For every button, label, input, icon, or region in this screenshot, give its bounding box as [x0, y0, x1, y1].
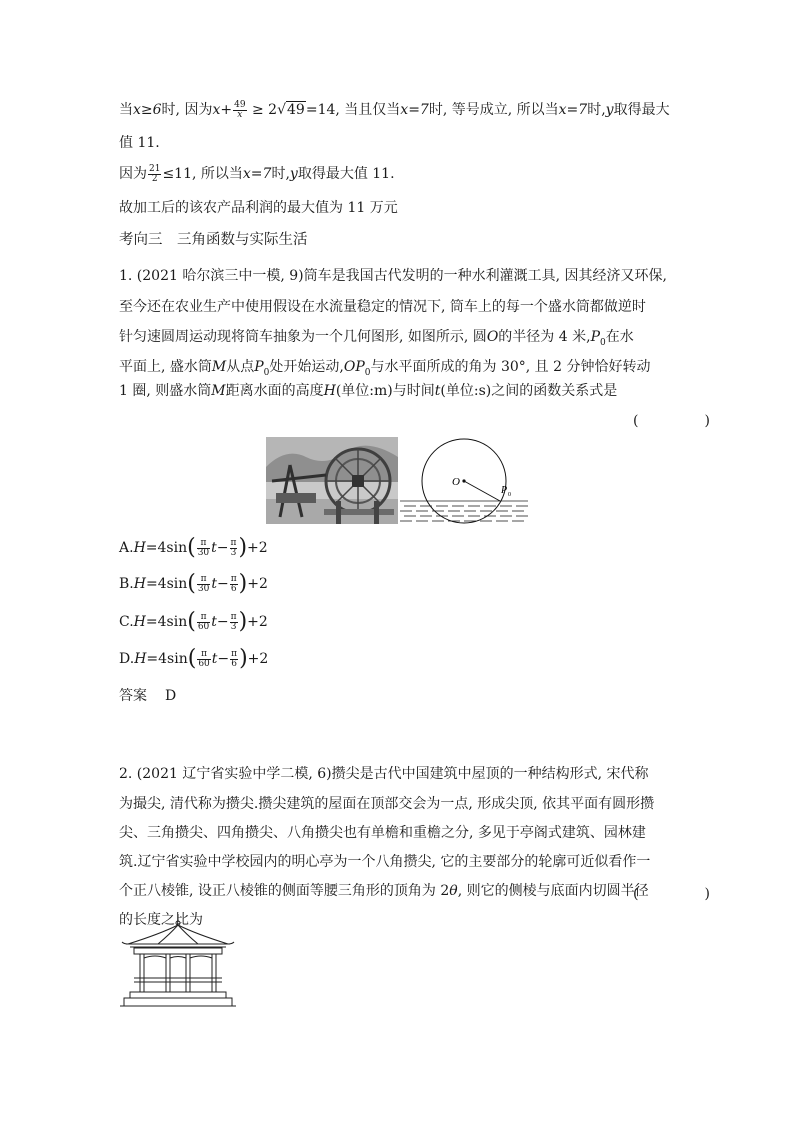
sqrt-value: 49	[287, 102, 305, 118]
pavilion-illustration	[120, 912, 236, 1010]
math: y	[289, 166, 298, 182]
math: −	[216, 614, 229, 630]
paren-close: )	[238, 571, 248, 596]
fraction-numerator: 21	[149, 163, 161, 174]
fraction	[230, 539, 238, 558]
fraction-denominator: x	[237, 109, 243, 120]
math: M	[211, 359, 227, 375]
wheel-diagram-svg	[400, 437, 530, 524]
water-wheel-photo-svg	[266, 437, 398, 524]
option-letter: C.	[119, 614, 134, 630]
text: 平面上, 盛水筒	[119, 359, 212, 375]
answer-label: 答案	[119, 688, 147, 704]
label-p-sub: 0	[508, 492, 511, 498]
q1-line-1: 1. (2021 哈尔滨三中一模, 9)筒车是我国古代发明的一种水利灌溉工具, 因其经济又环保,	[119, 268, 667, 284]
fraction-denominator: 30	[197, 583, 210, 594]
fraction-denominator: 6	[230, 583, 237, 594]
paren-open: (	[187, 535, 196, 560]
wheel-diagram	[400, 437, 530, 524]
math: t	[434, 383, 441, 399]
text: 取得最大值 11.	[297, 166, 395, 182]
text: 与水平面所成的角为 30°, 且 2 分钟恰好转动	[370, 359, 651, 375]
math: x≥6	[133, 102, 162, 118]
text: 当	[119, 102, 133, 118]
math: =4sin	[145, 540, 188, 556]
text: 因为	[119, 166, 147, 182]
q2-line-6: 的长度之比为	[119, 912, 203, 928]
q1-answer	[119, 686, 176, 706]
q2-line-3: 尖、三角攒尖、四角攒尖、八角攒尖也有单檐和重檐之分, 多见于亭阁式建筑、园林建	[119, 825, 646, 841]
q2-line-4: 筑.辽宁省实验中学校园内的明心亭为一个八角攒尖, 它的主要部分的轮廓可近似看作一	[119, 854, 651, 870]
text: 距离水面的高度	[225, 383, 324, 399]
fraction	[230, 650, 238, 669]
solution-line-3	[119, 164, 395, 184]
label-p: P	[501, 485, 508, 496]
math: −	[216, 540, 229, 556]
answer-value: D	[165, 688, 177, 704]
math: =4sin	[145, 614, 188, 630]
fraction-numerator: 49	[234, 99, 246, 110]
fraction-denominator: 30	[197, 547, 210, 558]
paren-close: )	[238, 609, 248, 634]
q2-line-2: 为撮尖, 清代称为攒尖.攒尖建筑的屋面在顶部交会为一点, 形成尖顶, 依其平面有圆形攒	[119, 796, 655, 812]
text: 处开始运动,	[269, 359, 344, 375]
fraction	[197, 650, 210, 669]
fraction	[148, 165, 161, 184]
math: H	[133, 614, 146, 630]
math: t	[211, 576, 217, 592]
fraction-numerator: π	[230, 537, 237, 548]
solution-line-2: 值 11.	[119, 135, 160, 151]
text: 的半径为 4 米,	[498, 329, 591, 345]
fraction	[197, 575, 210, 594]
paren-open: (	[187, 609, 196, 634]
q1-answer-paren: ( )	[633, 413, 736, 429]
math: −	[217, 651, 230, 667]
text: 在水	[605, 329, 634, 345]
math: =4sin	[146, 651, 188, 667]
math: x=7	[400, 102, 429, 118]
fraction-numerator: π	[231, 648, 238, 659]
subscript: 0	[263, 367, 270, 378]
label-o: O	[452, 476, 460, 488]
math: H	[133, 540, 146, 556]
text: 从点	[226, 359, 255, 375]
text: 针匀速圆周运动现将筒车抽象为一个几何图形, 如图所示, 圆	[119, 329, 487, 345]
paren-open: (	[187, 646, 197, 671]
math: −	[216, 576, 229, 592]
option-letter: A.	[119, 540, 134, 556]
math: t	[211, 614, 217, 630]
math: t	[211, 540, 217, 556]
math: P	[254, 359, 264, 375]
fraction-numerator: π	[197, 575, 210, 585]
fraction	[197, 539, 210, 558]
text: 1 圈, 则盛水筒	[119, 383, 212, 399]
fraction-denominator: 3	[230, 621, 237, 632]
solution-line-1	[119, 100, 670, 120]
math: x+	[212, 102, 233, 118]
option-c	[119, 609, 268, 634]
fraction	[230, 575, 238, 594]
text: 取得最大	[613, 102, 670, 118]
math: ≥ 2	[247, 102, 278, 118]
q1-line-3	[119, 327, 634, 353]
math: θ	[449, 883, 458, 899]
paren-close: )	[239, 646, 248, 671]
math: H	[323, 383, 336, 399]
q1-line-5	[119, 381, 617, 401]
math: x=7	[242, 166, 272, 182]
option-letter: D.	[119, 651, 135, 667]
fraction	[230, 613, 238, 632]
q2-answer-paren: ( )	[633, 886, 736, 902]
text: =14, 当且仅当	[305, 102, 401, 118]
math: +2	[247, 614, 268, 630]
math: P	[590, 329, 600, 345]
fraction-numerator: π	[230, 611, 237, 622]
math: +2	[247, 651, 269, 667]
q2-line-1: 2. (2021 辽宁省实验中学二模, 6)攒尖是古代中国建筑中屋顶的一种结构形式, 宋代称	[119, 766, 649, 782]
q1-line-2: 至今还在农业生产中使用假设在水流量稳定的情况下, 筒车上的每一个盛水筒都做逆时	[119, 299, 646, 315]
text: ≤11, 所以当	[162, 166, 243, 182]
solution-line-4: 故加工后的该农产品利润的最大值为 11 万元	[119, 200, 398, 216]
pavilion-svg	[120, 912, 236, 1010]
q2-line-5	[119, 881, 649, 901]
text: 时,	[271, 166, 290, 182]
math: OP	[343, 359, 365, 375]
sqrt-sign: √	[277, 102, 287, 118]
subscript: 0	[364, 367, 371, 378]
math: +2	[247, 576, 268, 592]
math: H	[133, 576, 146, 592]
fraction-denominator: 6	[231, 658, 237, 669]
paren-open: (	[187, 571, 196, 596]
radius-op0	[464, 481, 500, 501]
math: H	[134, 651, 147, 667]
option-b	[119, 571, 268, 596]
fraction	[197, 613, 210, 632]
math: +2	[247, 540, 268, 556]
math: x=7	[558, 102, 588, 118]
math: y	[605, 102, 614, 118]
text: 时,	[587, 102, 606, 118]
option-a	[119, 535, 268, 560]
fraction-numerator: π	[230, 573, 237, 584]
fraction-denominator: 60	[198, 658, 210, 669]
text: , 则它的侧棱与底面内切圆半径	[457, 883, 649, 899]
text: (单位:m)与时间	[335, 383, 435, 399]
text: 时, 等号成立, 所以当	[428, 102, 559, 118]
section-title: 考向三 三角函数与实际生活	[119, 232, 308, 248]
water-wheel-photo	[266, 437, 398, 524]
math: O	[486, 329, 499, 345]
paren-close: )	[238, 535, 248, 560]
subscript: 0	[599, 337, 606, 348]
fraction-denominator: 2	[151, 173, 158, 184]
fraction-numerator: π	[197, 539, 210, 549]
text: (单位:s)之间的函数关系式是	[440, 383, 618, 399]
fraction-numerator: π	[197, 613, 210, 623]
option-d	[119, 646, 269, 671]
math: =4sin	[145, 576, 188, 592]
fraction-denominator: 3	[230, 547, 237, 558]
math: t	[211, 651, 218, 667]
option-letter: B.	[119, 576, 134, 592]
text: 时, 因为	[161, 102, 213, 118]
fraction-numerator: π	[197, 650, 210, 660]
math: M	[211, 383, 226, 399]
q1-line-4	[119, 357, 650, 383]
fraction-denominator: 60	[197, 621, 210, 632]
text: 个正八棱锥, 设正八棱锥的侧面等腰三角形的顶角为 2	[119, 883, 450, 899]
fraction	[233, 101, 246, 120]
